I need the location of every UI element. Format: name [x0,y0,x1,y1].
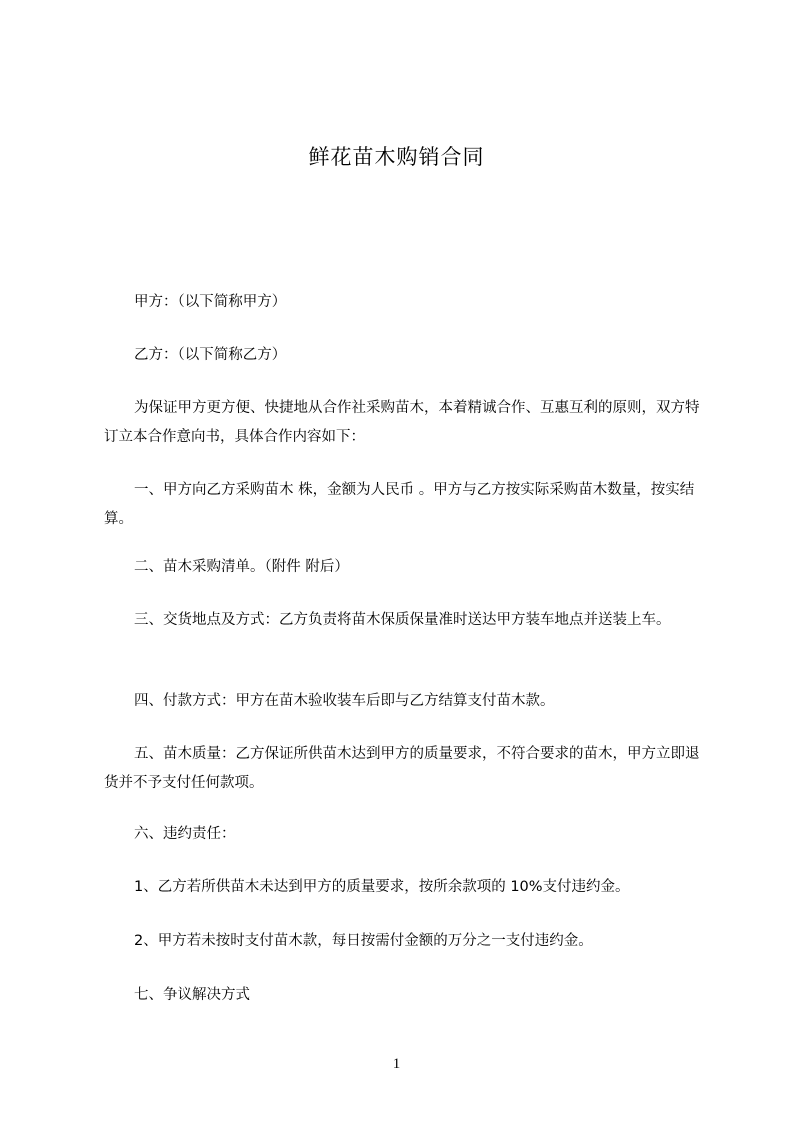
clause-4: 四、付款方式：甲方在苗木验收装车后即与乙方结算支付苗木款。 [134,693,555,709]
party-a-line: 甲方：（以下简称甲方） [134,294,287,310]
clause-7: 七、争议解决方式 [134,987,250,1003]
clause-3: 三、交货地点及方式：乙方负责将苗木保质保量准时送达甲方装车地点并送装上车。 [134,612,671,628]
clause-5: 五、苗木质量：乙方保证所供苗木达到甲方的质量要求，不符合要求的苗木，甲方立即退货并不予支付任何款项。 [104,746,700,791]
page-number: 1 [392,1056,401,1072]
clause-6: 六、违约责任： [134,826,236,842]
intro-paragraph: 为保证甲方更方便、快捷地从合作社采购苗木，本着精诚合作、互惠互利的原则，双方特订立本合作意向书，具体合作内容如下： [104,400,700,445]
clause-6-item-2: 2、甲方若未按时支付苗木款，每日按需付金额的万分之一支付违约金。 [134,933,593,949]
clause-2: 二、苗木采购清单。（附件 附后） [134,559,349,575]
document-title: 鲜花苗木购销合同 [308,145,485,169]
clause-6-item-1: 1、乙方若所供苗木未达到甲方的质量要求，按所余款项的 10%支付违约金。 [134,879,630,895]
party-b-line: 乙方：（以下简称乙方） [134,347,287,363]
clause-1: 一、甲方向乙方采购苗木 株，金额为人民币 。甲方与乙方按实际采购苗木数量，按实结算。 [104,482,695,527]
